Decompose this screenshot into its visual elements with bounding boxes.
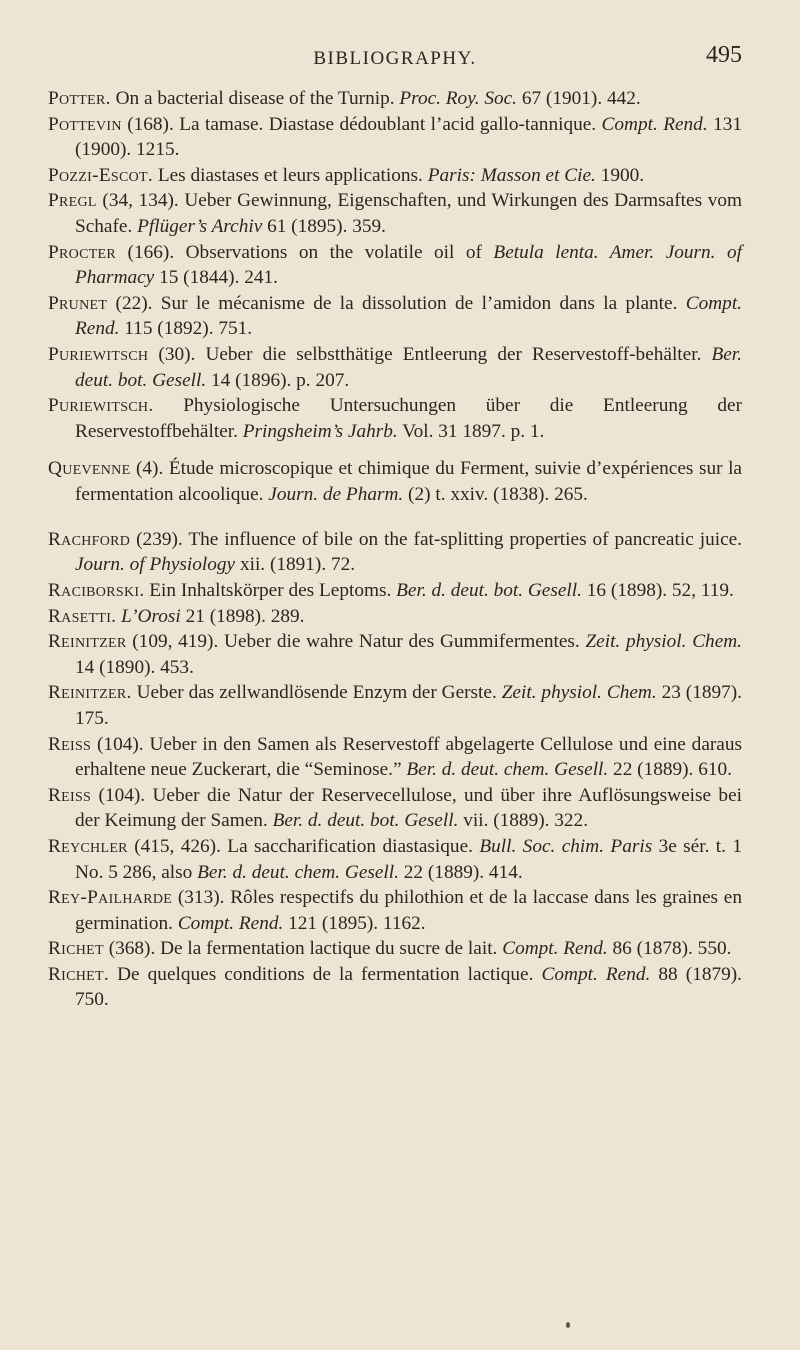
entry-ref: 22 (1889). 610. xyxy=(608,759,732,781)
entry-author: Reinitzer xyxy=(48,631,127,653)
entry-text: (313). Rôles respectifs du philothion et de la laccase dans les graines en germination. xyxy=(75,887,742,934)
entry-journal: Bull. Soc. chim. Paris xyxy=(479,835,653,857)
entry-author: Reinitzer. xyxy=(48,682,132,704)
bibliography-entry xyxy=(48,629,742,680)
entry-journal-secondary: Ber. d. deut. chem. Gesell. xyxy=(197,861,399,883)
bibliography-entry xyxy=(48,783,742,834)
entry-journal: Ber. deut. bot. Gesell. xyxy=(75,343,742,391)
entry-journal: Journ. of Physiology xyxy=(75,554,236,576)
bibliography-entry xyxy=(48,240,742,291)
print-speck xyxy=(566,1322,570,1328)
entry-ref: 131 (1900). 1215. xyxy=(75,113,742,161)
entry-ref: 21 (1898). 289. xyxy=(180,605,305,627)
bibliography-list xyxy=(48,86,742,1013)
entry-author: Raciborski. xyxy=(48,579,145,601)
bibliography-entry xyxy=(48,962,742,1013)
entry-text: De quelques conditions de la fermentation lactique. xyxy=(109,963,542,985)
entry-author: Potter. xyxy=(48,88,111,109)
entry-ref: 67 (1901). 442. xyxy=(517,88,641,109)
bibliography-entry xyxy=(48,86,742,112)
bibliography-entry xyxy=(48,680,742,731)
entry-ref: 115 (1892). 751. xyxy=(119,318,253,340)
page-number: 495 xyxy=(706,42,742,68)
entry-author: Rey-Pailharde xyxy=(48,887,173,909)
entry-journal: Zeit. physiol. Chem. xyxy=(501,682,657,704)
entry-ref: 88 (1879). 750. xyxy=(75,963,742,1011)
entry-ref: 15 (1844). 241. xyxy=(154,267,278,289)
entry-ref: vii. (1889). 322. xyxy=(458,810,589,832)
entry-ref: Vol. 31 1897. p. 1. xyxy=(397,420,545,442)
entry-text: (104). Ueber in den Samen als Reservestoff abgelagerte Cellulose und eine daraus erhaltene neue Zuckerart, die “Seminose.” xyxy=(75,733,742,781)
entry-journal: Ber. d. deut. bot. Gesell. xyxy=(272,810,459,832)
entry-ref: 86 (1878). 550. xyxy=(607,938,732,960)
entry-text: (4). Étude microscopique et chimique du Ferment, suivie d’expériences sur la fermentation alcoolique. xyxy=(75,458,742,505)
entry-text: (166). Observations on the volatile oil of xyxy=(116,241,494,263)
bibliography-entry xyxy=(48,112,742,163)
entry-text: Physiologische Untersuchungen über die Entleerung der Reservestoffbehälter. xyxy=(75,395,742,442)
bibliography-entry xyxy=(48,456,742,507)
entry-journal: Paris: Masson et Cie. xyxy=(427,164,596,186)
entry-author: Reychler xyxy=(48,835,128,857)
bibliography-entry xyxy=(48,936,742,962)
entry-ref: (2) t. xxiv. (1838). 265. xyxy=(403,483,588,505)
entry-ref: 14 (1896). p. 207. xyxy=(206,369,350,391)
entry-ref: 61 (1895). 359. xyxy=(262,215,386,237)
entry-text: On a bacterial disease of the Turnip. xyxy=(110,88,400,109)
entry-author: Rachford xyxy=(48,528,131,550)
entry-journal: Proc. Roy. Soc. xyxy=(399,88,517,109)
entry-author: Pregl xyxy=(48,190,97,212)
bibliography-entry xyxy=(48,604,742,630)
entry-author: Richet. xyxy=(48,963,109,985)
entry-author: Richet xyxy=(48,938,104,960)
entry-journal: Ber. d. deut. bot. Gesell. xyxy=(396,579,582,601)
entry-text: Ueber das zellwandlösende Enzym der Gerste. xyxy=(131,682,502,704)
entry-journal: Zeit. physiol. Chem. xyxy=(585,631,743,653)
entry-author: Quevenne xyxy=(48,458,131,480)
entry-text: (415, 426). La saccharification diastasique. xyxy=(127,835,480,857)
bibliography-entry xyxy=(48,393,742,444)
entry-ref: xii. (1891). 72. xyxy=(235,554,356,576)
entry-journal: Betula lenta. Amer. Journ. of Pharmacy xyxy=(75,241,742,289)
entry-text: (34, 134). Ueber Gewinnung, Eigenschaften, und Wirkungen des Darmsaftes vom Schafe. xyxy=(75,190,742,237)
entry-journal: Compt. Rend. xyxy=(541,963,651,985)
entry-author: Procter xyxy=(48,241,117,263)
entry-text: (368). De la fermentation lactique du sucre de lait. xyxy=(103,938,503,960)
bibliography-entry xyxy=(48,342,742,393)
entry-journal: Compt. Rend. xyxy=(502,938,608,960)
bibliography-entry xyxy=(48,578,742,604)
entry-author: Pozzi-Escot. xyxy=(48,164,154,186)
entry-text: (109, 419). Ueber die wahre Natur des Gummifermentes. xyxy=(126,631,586,653)
entry-journal: Compt. Rend. xyxy=(177,912,284,934)
entry-ref: 14 (1890). 453. xyxy=(75,656,194,678)
entry-journal: Compt. Rend. xyxy=(75,292,742,340)
entry-text: (239). The influence of bile on the fat-splitting properties of pancreatic juice. xyxy=(130,528,742,550)
entry-text: Les diastases et leurs applications. xyxy=(153,164,428,186)
entry-journal: Ber. d. deut. chem. Gesell. xyxy=(406,759,609,781)
entry-ref: 1900. xyxy=(595,164,645,186)
bibliography-entry xyxy=(48,527,742,578)
entry-author: Reiss xyxy=(48,784,92,806)
bibliography-entry xyxy=(48,834,742,885)
entry-author: Reiss xyxy=(48,733,92,755)
bibliography-entry xyxy=(48,291,742,342)
entry-text: (104). Ueber die Natur der Reservecellulose, und über ihre Auflösungsweise bei der Keimung der Samen. xyxy=(75,784,742,832)
entry-author: Pottevin xyxy=(48,113,122,135)
entry-ref: 16 (1898). 52, 119. xyxy=(581,579,734,601)
entry-journal: Pflüger’s Archiv xyxy=(137,215,263,237)
entry-ref: 3e sér. t. 1 No. 5 286, also xyxy=(75,835,743,883)
bibliography-entry xyxy=(48,163,742,189)
entry-ref: 121 (1895). 1162. xyxy=(283,912,426,934)
entry-ref-secondary: 22 (1889). 414. xyxy=(398,861,523,883)
entry-author: Prunet xyxy=(48,292,108,314)
entry-journal: Compt. Rend. xyxy=(601,113,708,135)
entry-journal: L’Orosi xyxy=(121,605,181,627)
entry-ref: 23 (1897). 175. xyxy=(75,682,742,729)
bibliography-entry xyxy=(48,732,742,783)
entry-text: (30). Ueber die selbstthätige Entleerung der Reservestoff-behälter. xyxy=(148,343,712,365)
entry-text: Ein Inhaltskörper des Leptoms. xyxy=(144,579,397,601)
entry-author: Rasetti. xyxy=(48,605,117,627)
entry-journal: Journ. de Pharm. xyxy=(268,483,404,505)
page-header xyxy=(48,42,742,78)
entry-author: Puriewitsch xyxy=(48,343,149,365)
entry-text: (22). Sur le mécanisme de la dissolution de l’amidon dans la plante. xyxy=(107,292,686,314)
entry-author: Puriewitsch. xyxy=(48,395,154,417)
bibliography-entry xyxy=(48,188,742,239)
entry-text: (168). La tamase. Diastase dédoublant l’acid gallo-tannique. xyxy=(121,113,602,135)
bibliography-entry xyxy=(48,885,742,936)
running-title: BIBLIOGRAPHY. xyxy=(313,48,477,69)
entry-journal: Pringsheim’s Jahrb. xyxy=(242,420,398,442)
